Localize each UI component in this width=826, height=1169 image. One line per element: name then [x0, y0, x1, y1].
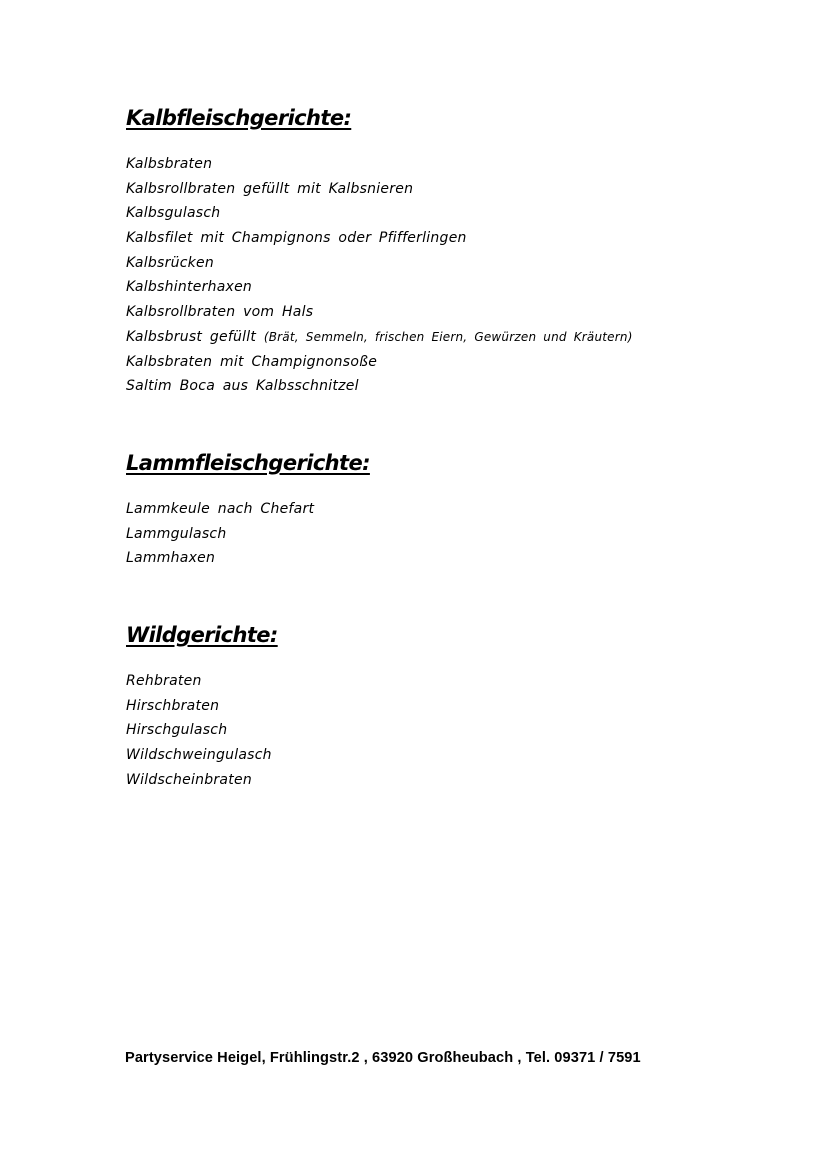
list-item: Lammhaxen — [126, 550, 216, 567]
list-item: Hirschbraten — [126, 697, 220, 714]
list-item: Kalbshinterhaxen — [126, 279, 253, 296]
section-heading: Wildgerichte: — [126, 623, 278, 647]
list-item: Kalbsbraten — [126, 156, 213, 172]
section-lammfleischgerichte — [126, 450, 766, 571]
list-item: Kalbsfilet mit Champignons oder Pfifferlingen — [126, 230, 467, 247]
dish-list — [126, 152, 766, 399]
dish-list — [126, 669, 766, 792]
dish-list — [126, 497, 766, 571]
list-item: Wildscheinbraten — [126, 771, 252, 788]
page-footer: Partyservice Heigel, Frühlingstr.2 , 63920 Großheubach , Tel. 09371 / 7591 — [125, 1050, 641, 1066]
list-item-text: Kalbsbrust gefüllt — [126, 328, 257, 345]
list-item: Lammgulasch — [126, 525, 227, 542]
list-item: Rehbraten — [126, 673, 202, 689]
list-item: Kalbsbraten mit Champignonsoße — [126, 353, 378, 370]
list-item-note: (Brät, Semmeln, frischen Eiern, Gewürzen und Kräutern) — [263, 329, 633, 344]
section-heading: Kalbfleischgerichte: — [126, 106, 352, 130]
list-item: Saltim Boca aus Kalbsschnitzel — [126, 378, 359, 395]
list-item: Kalbsrücken — [126, 254, 215, 271]
section-wildgerichte — [126, 622, 766, 792]
list-item: Kalbsgulasch — [126, 205, 221, 222]
list-item: Lammkeule nach Chefart — [126, 501, 315, 517]
list-item: Kalbsrollbraten vom Hals — [126, 304, 314, 321]
list-item: Wildschweingulasch — [126, 747, 272, 764]
list-item: Kalbsrollbraten gefüllt mit Kalbsnieren — [126, 180, 414, 197]
section-kalbfleischgerichte — [126, 105, 766, 399]
list-item: Hirschgulasch — [126, 722, 228, 739]
section-heading: Lammfleischgerichte: — [126, 451, 370, 475]
list-item-with-note — [126, 325, 766, 350]
